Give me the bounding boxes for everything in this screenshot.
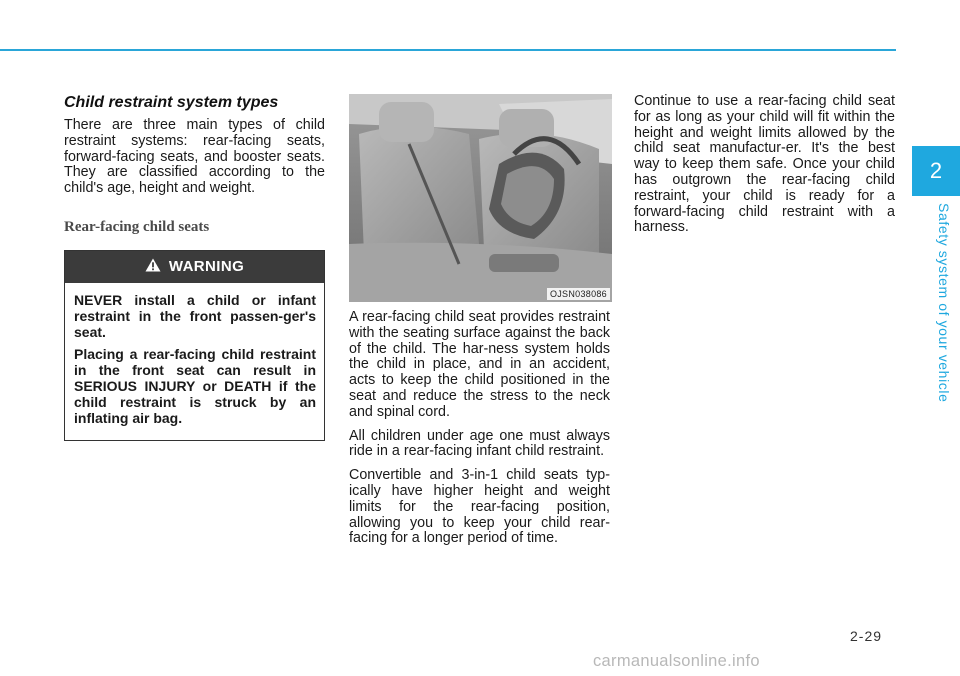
section-title: Child restraint system types [64,94,279,111]
chapter-number: 2 [929,158,943,183]
warning-body [65,283,324,440]
warning-header [65,251,324,283]
column-middle [349,94,610,555]
body-paragraph: All children under age one must always ride in a rear-facing infant child restraint. [349,427,610,460]
intro-paragraph: There are three main types of child restraint systems: rear-facing seats, forward-facing seats, and booster seats. They are classified according to the child's age, height and weight. [64,117,325,197]
body-paragraph: Continue to use a rear-facing child seat for as long as your child will fit within the height and weight limits allowed by the child seat manufactur-er. It's the best way to keep them safe. Once your child has outgrown the rear-facing child restraint, your child is ready for a forward-facing child restraint with a harness. [634,93,895,236]
body-paragraph: A rear-facing child seat provides restraint with the seating surface against the back of the child. The har-ness system holds the child in place, and in an accident, acts to keep the child positioned in the seat and reduce the stress to the neck and spinal cord. [349,309,610,420]
rear-seat-child-seat-photo [349,94,612,302]
photo-illustration [349,94,612,302]
warning-box [64,250,325,441]
chapter-tab [912,146,960,196]
subsection-title: Rear-facing child seats [64,218,210,235]
column-right [634,94,895,244]
warning-paragraph: Placing a rear-facing child restraint in the front seat can result in SERIOUS INJURY or DEATH if the child restraint is struck by an inflating air bag. [74,345,316,426]
header-rule [0,49,896,51]
page-number: 2-29 [850,628,883,644]
column-left [64,94,325,441]
warning-paragraph: NEVER install a child or infant restraint in the front passen-ger's seat. [74,291,316,340]
chapter-title: Safety system of your vehicle [936,203,952,403]
image-code: OJSN038086 [547,288,610,300]
warning-triangle-icon [145,258,161,276]
watermark: carmanualsonline.info [593,652,760,670]
body-paragraph: Convertible and 3-in-1 child seats typ-ically have higher height and weight limits for the rear-facing position, allowing you to keep your child rear-facing for a longer period of time. [349,467,610,547]
warning-label: WARNING [168,258,245,276]
